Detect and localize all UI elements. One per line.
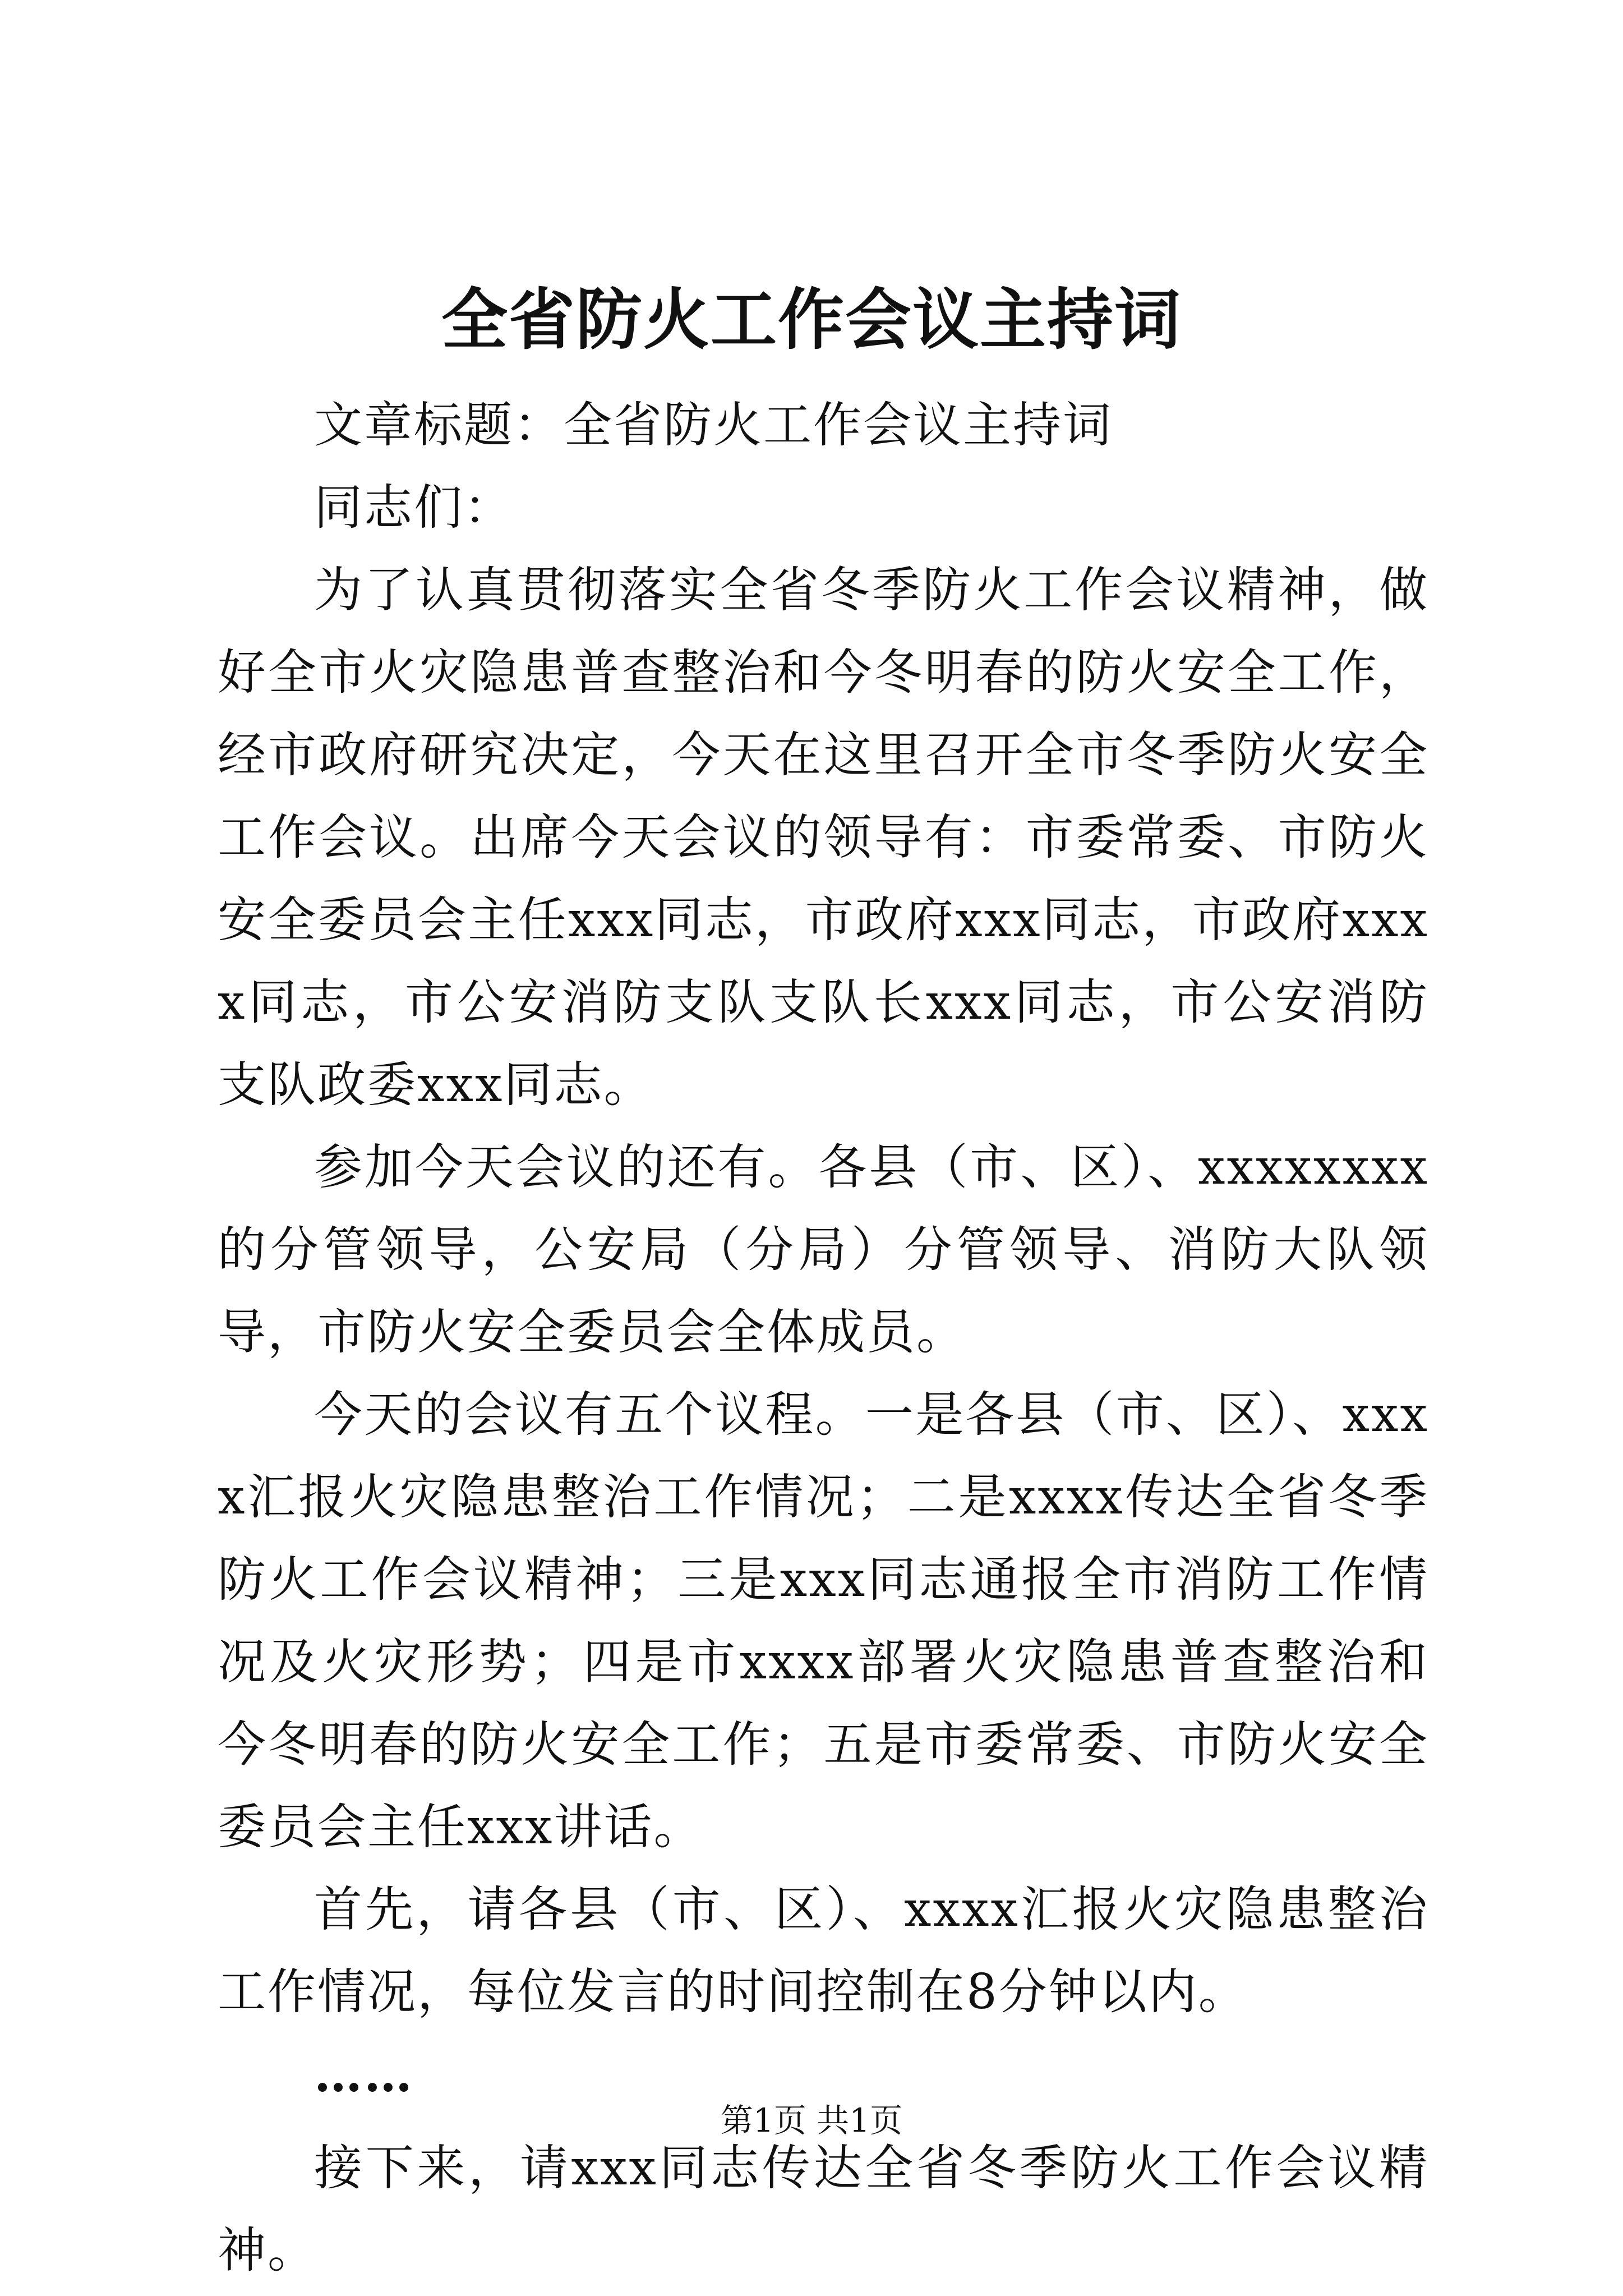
ellipsis-line: …… — [314, 2046, 414, 2103]
paragraph-next-item: 接下来，请xxx同志传达全省冬季防火工作会议精神。 — [218, 2140, 1429, 2279]
page-number-footer: 第1页 共1页 — [720, 2101, 903, 2139]
paragraph-attendees: 参加今天会议的还有。各县（市、区）、xxxxxxxx的分管领导，公安局（分局）分管领导、消防大队领导，市防火安全委员会全体成员。 — [218, 1139, 1429, 1360]
article-title-line: 文章标题：全省防火工作会议主持词 — [314, 397, 1113, 453]
paragraph-first-item: 首先，请各县（市、区）、xxxx汇报火灾隐患整治工作情况，每位发言的时间控制在8分钟以内。 — [218, 1881, 1429, 2020]
paragraph-agenda: 今天的会议有五个议程。一是各县（市、区）、xxxx汇报火灾隐患整治工作情况；二是xxxx传达全省冬季防火工作会议精神；三是xxx同志通报全市消防工作情况及火灾形势；四是市xxxx部署火灾隐患普查整治和今冬明春的防火安全工作；五是市委常委、市防火安全委员会主任xxx讲话。 — [218, 1387, 1429, 1855]
salutation: 同志们： — [314, 480, 514, 536]
document-body — [218, 384, 1429, 2292]
document-title: 全省防火工作会议主持词 — [441, 280, 1182, 358]
paragraph-opening: 为了认真贯彻落实全省冬季防火工作会议精神，做好全市火灾隐患普查整治和今冬明春的防火安全工作，经市政府研究决定，今天在这里召开全市冬季防火安全工作会议。出席今天会议的领导有：市委常委、市防火安全委员会主任xxx同志，市政府xxx同志，市政府xxxx同志，市公安消防支队支队长xxx同志，市公安消防支队政委xxx同志。 — [218, 562, 1429, 1113]
